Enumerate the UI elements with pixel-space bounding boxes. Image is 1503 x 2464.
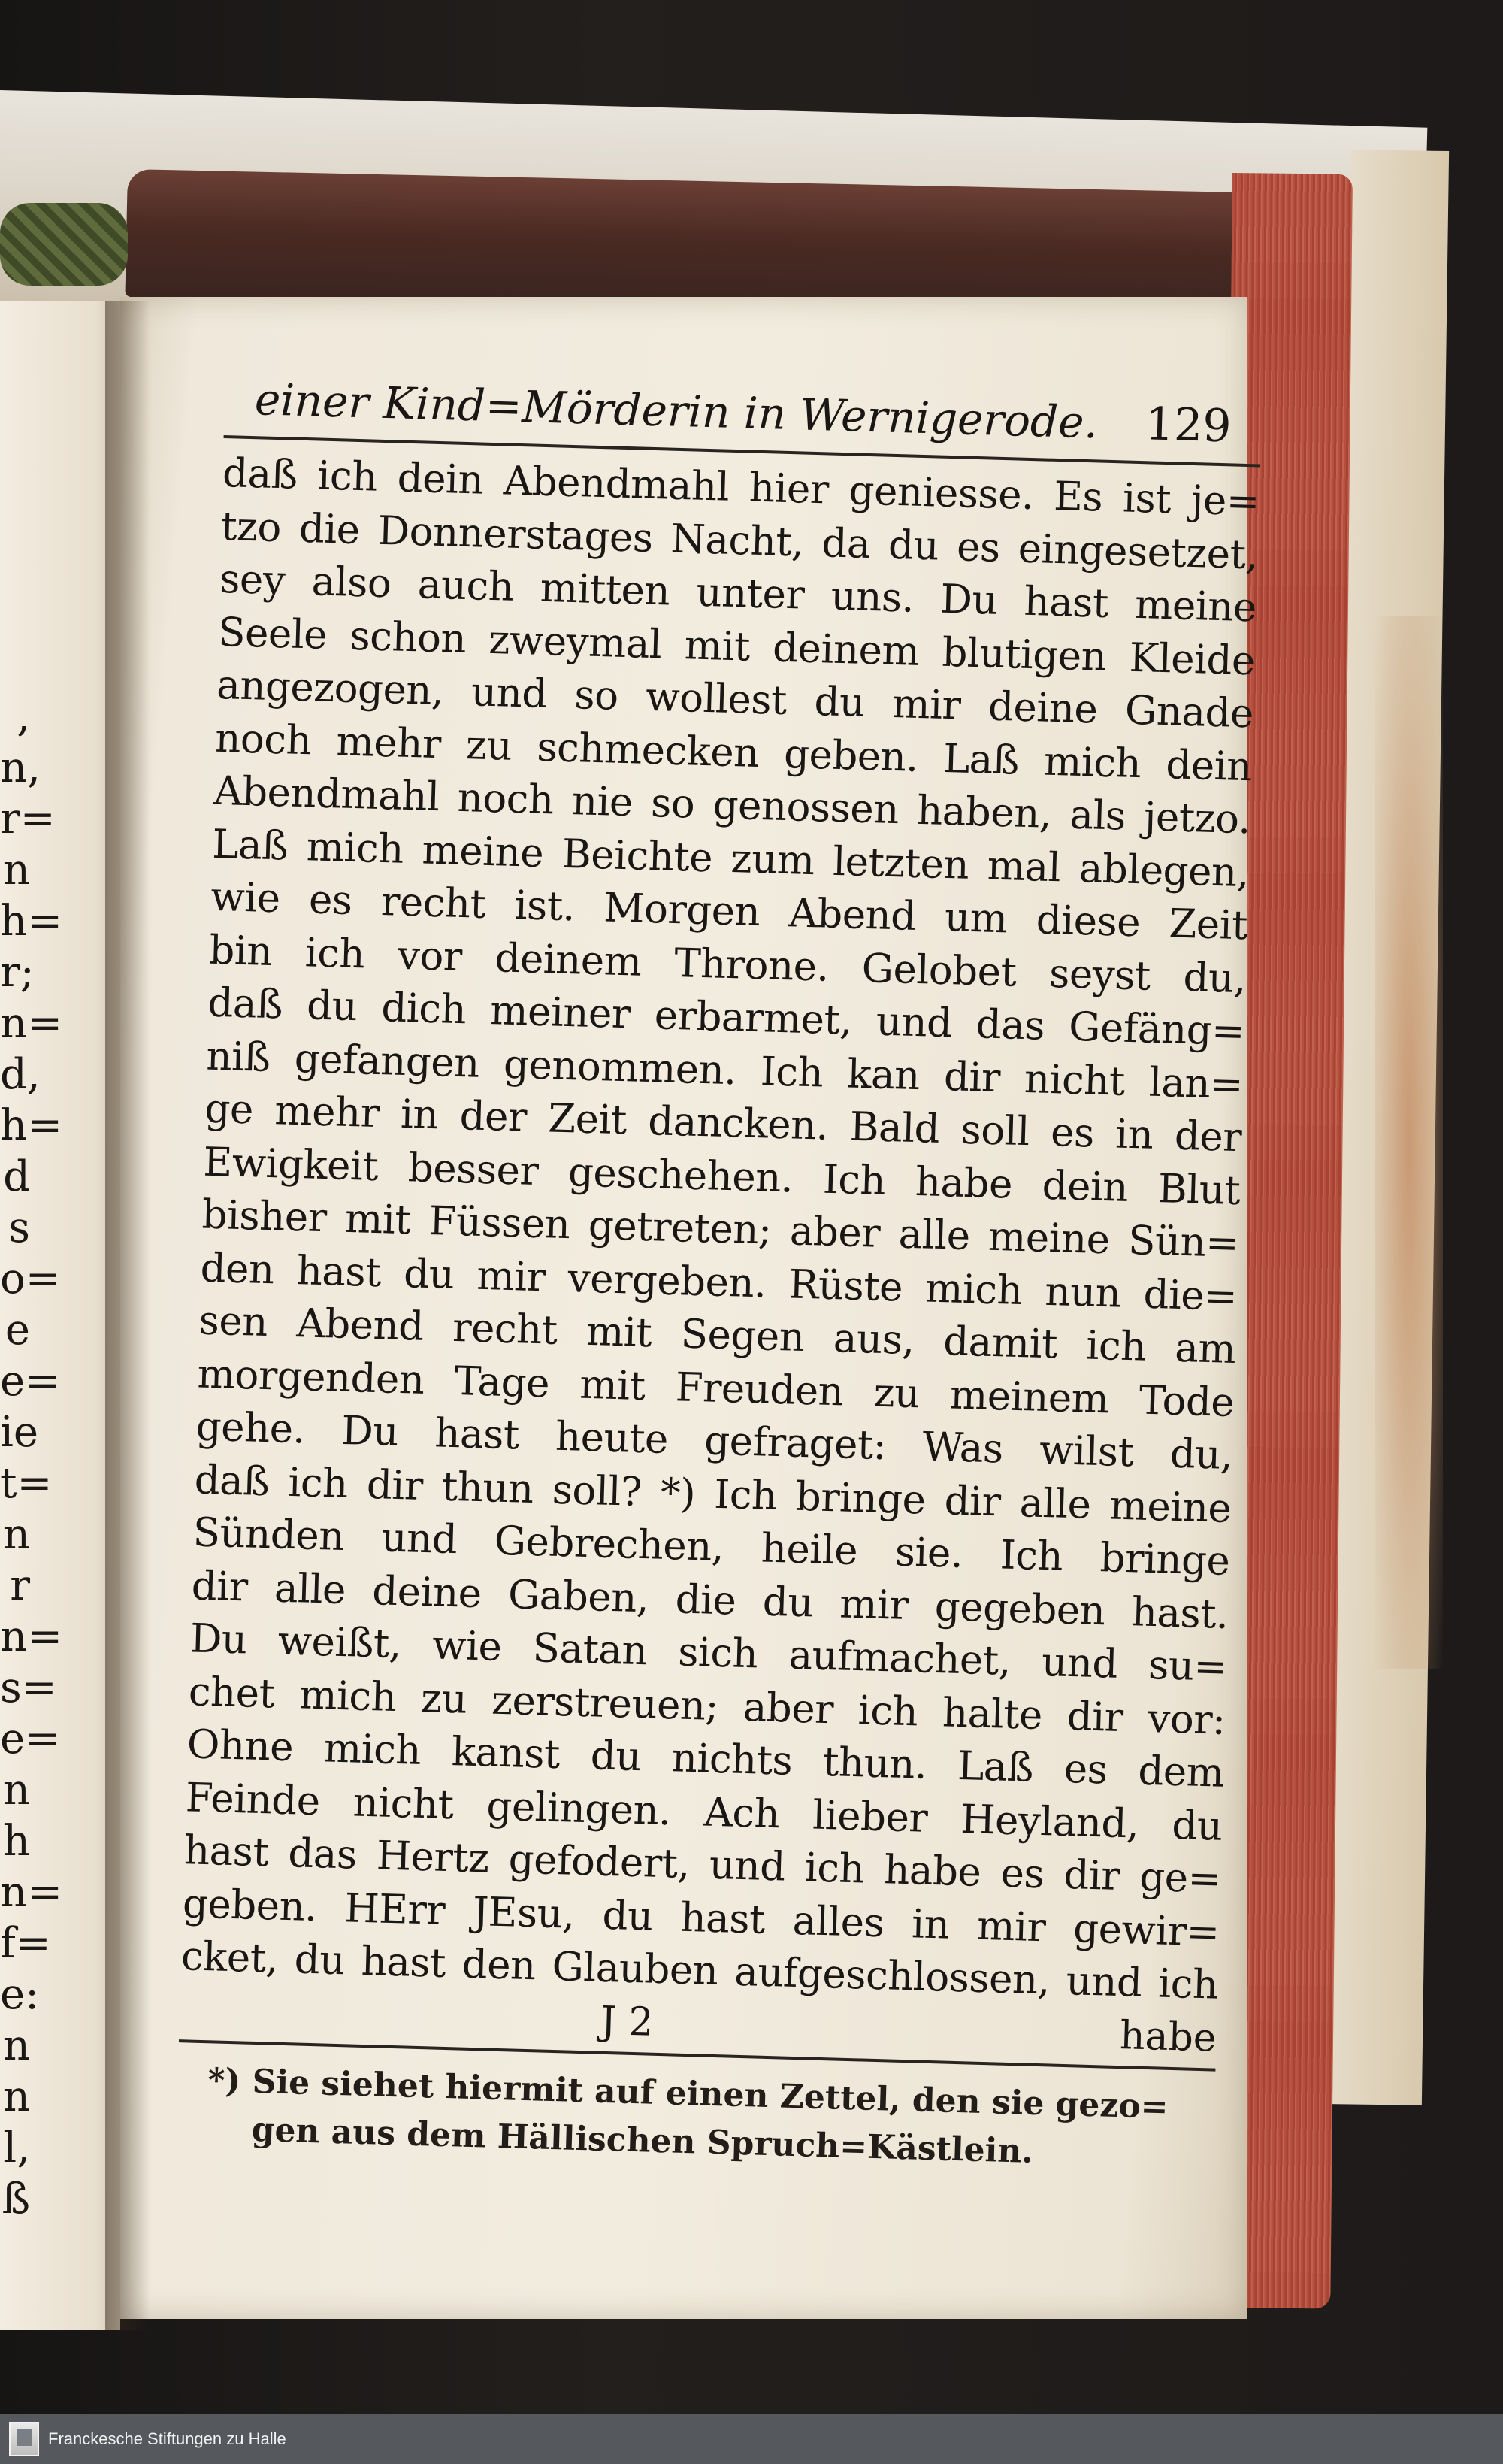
text-line: daß ich dir thun soll? *) Ich bringe dir alle meine — [193, 1456, 1232, 1532]
left-fragment: n= — [0, 1612, 62, 1661]
left-fragment: d, — [0, 1050, 41, 1099]
text-line: Ewigkeit besser geschehen. Ich habe dein Blut — [202, 1139, 1241, 1214]
left-fragment: e= — [0, 1715, 61, 1763]
page-number: 129 — [1145, 398, 1232, 453]
left-fragment: r= — [0, 795, 56, 843]
left-fragment: n — [2, 1510, 30, 1559]
text-block — [176, 372, 1263, 2181]
signature-mark: J 2 — [600, 1998, 655, 2045]
footnote-line-1: *) Sie siehet hiermit auf einen Zettel, den sie gezo= — [207, 2060, 1169, 2126]
left-page-fragments — [0, 692, 62, 2225]
footer-bar — [0, 2414, 1503, 2464]
text-line: geben. HErr JEsu, du hast alles in mir gewir= — [182, 1880, 1220, 1956]
left-fragment: d — [3, 1152, 30, 1201]
left-fragment: n, — [0, 743, 41, 792]
text-line: bin ich vor deinem Throne. Gelobet seyst du, — [208, 927, 1247, 1002]
left-fragment: r; — [0, 948, 35, 997]
left-fragment: l, — [3, 2123, 30, 2172]
running-title: einer Kind=Mörderin in Wernigerode. — [254, 374, 1099, 449]
left-fragment: o= — [0, 1255, 61, 1303]
text-line: Feinde nicht gelingen. Ach lieber Heyland, du — [185, 1774, 1223, 1850]
left-fragment: r — [10, 1561, 30, 1610]
text-line: den hast du mir vergeben. Rüste mich nun die= — [199, 1245, 1238, 1320]
text-line: daß du dich meiner erbarmet, und das Gefäng= — [207, 979, 1245, 1055]
text-line: bisher mit Füssen getreten; aber alle meine Sün= — [201, 1191, 1239, 1267]
text-line: sey also auch mitten unter uns. Du hast meine — [219, 555, 1257, 631]
left-fragment: n= — [0, 1868, 62, 1917]
left-fragment: ie — [0, 1408, 39, 1457]
institution-logo-icon — [9, 2422, 39, 2456]
text-line: ge mehr in der Zeit dancken. Bald soll es in der — [204, 1085, 1242, 1161]
left-fragment: e — [5, 1306, 30, 1355]
left-fragment: h= — [0, 1101, 62, 1150]
left-fragment: n — [2, 2072, 30, 2121]
text-line: Ohne mich kanst du nichts thun. Laß es dem — [186, 1721, 1225, 1797]
left-page — [0, 301, 120, 2330]
left-fragment: n — [2, 1766, 30, 1815]
left-fragment: t= — [0, 1459, 53, 1508]
left-fragment: e= — [0, 1357, 61, 1406]
left-fragment: s= — [0, 1663, 57, 1712]
text-line: angezogen, und so wollest du mir deine Gnade — [216, 661, 1254, 737]
text-line: Abendmahl noch nie so genossen haben, als jetzo. — [213, 767, 1251, 843]
left-fragment: n — [2, 2021, 30, 2070]
text-line: Seele schon zweymal mit deinem blutigen Kleide — [217, 609, 1256, 684]
text-line: Sünden und Gebrechen, heile sie. Ich bringe — [192, 1509, 1231, 1585]
left-fragment: n — [2, 846, 30, 894]
gutter-shadow — [105, 301, 150, 2330]
text-line: cket, du hast den Glauben aufgeschlossen, und ich — [180, 1933, 1219, 2008]
left-fragment: h — [2, 1817, 30, 1866]
left-fragment: , — [17, 692, 30, 741]
text-line: dir alle deine Gaben, die du mir gegeben hast. — [191, 1562, 1229, 1638]
left-fragment: n= — [0, 999, 62, 1048]
footnote-line-2: gen aus dem Hällischen Spruch=Kästlein. — [251, 2110, 1034, 2171]
bookmark-cord — [0, 203, 128, 286]
text-line: niß gefangen genommen. Ich kan dir nicht lan= — [205, 1033, 1244, 1108]
body-text — [180, 447, 1260, 2012]
text-line: noch mehr zu schmecken geben. Laß mich dein — [214, 715, 1253, 790]
text-line: tzo die Donnerstages Nacht, da du es eingesetzet, — [220, 503, 1259, 578]
paper-stain — [1375, 616, 1443, 1669]
text-line: gehe. Du hast heute gefraget: Was wilst du, — [195, 1403, 1234, 1479]
footer-credit: Franckesche Stiftungen zu Halle — [48, 2429, 286, 2448]
left-fragment: h= — [0, 897, 62, 946]
text-line: daß ich dein Abendmahl hier geniesse. Es ist je= — [222, 450, 1260, 525]
left-fragment: e: — [0, 1970, 40, 2019]
text-line: Du weißt, wie Satan sich aufmachet, und su= — [189, 1615, 1228, 1691]
text-line: sen Abend recht mit Segen aus, damit ich am — [198, 1297, 1237, 1373]
text-line: chet mich zu zerstreuen; aber ich halte dir vor: — [188, 1668, 1226, 1744]
left-fragment: f= — [0, 1919, 51, 1968]
right-page — [120, 297, 1260, 2319]
text-line: wie es recht ist. Morgen Abend um diese Zeit — [210, 873, 1248, 949]
text-line: morgenden Tage mit Freuden zu meinem Tode — [196, 1350, 1235, 1426]
text-line: hast das Hertz gefodert, und ich habe es dir ge= — [183, 1827, 1222, 1902]
left-fragment: s — [8, 1203, 30, 1252]
text-line: Laß mich meine Beichte zum letzten mal ablegen, — [211, 821, 1250, 896]
left-fragment: ß — [2, 2175, 30, 2223]
catchword: habe — [1119, 2012, 1217, 2061]
